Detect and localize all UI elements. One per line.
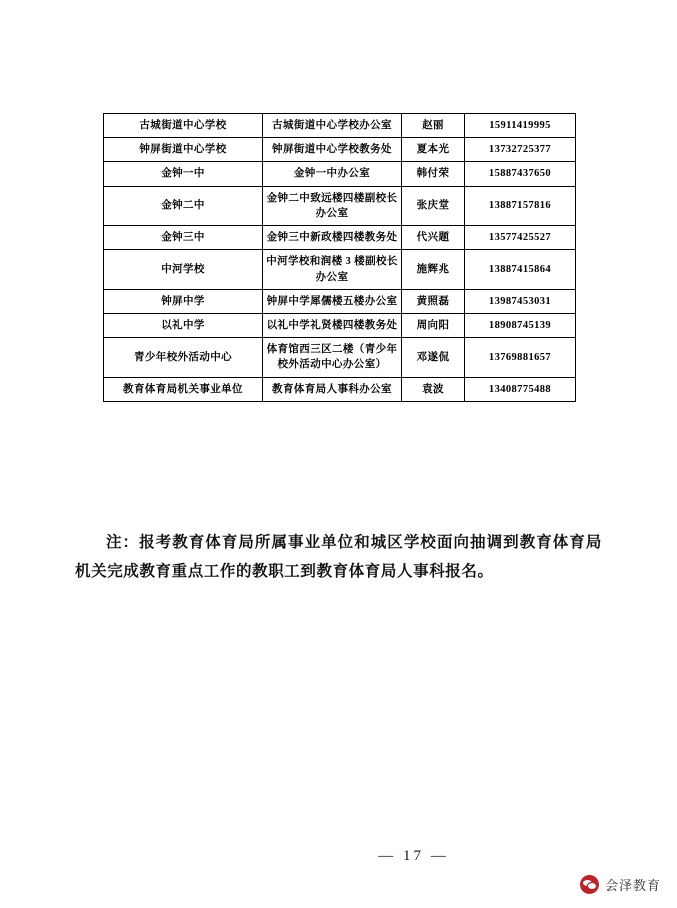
table — [103, 113, 576, 402]
cell-unit: 中河学校 — [104, 250, 263, 289]
cell-person: 韩付荣 — [402, 162, 465, 186]
note-paragraph: 注：报考教育体育局所属事业单位和城区学校面向抽调到教育体育局机关完成教育重点工作的教职工到教育体育局人事科报名。 — [75, 534, 602, 581]
cell-person: 袁波 — [402, 377, 465, 401]
cell-phone: 13769881657 — [465, 338, 576, 377]
cell-office: 金钟一中办公室 — [263, 162, 402, 186]
cell-person: 邓遂侃 — [402, 338, 465, 377]
cell-office: 钟屏中学犀儒楼五楼办公室 — [263, 289, 402, 313]
cell-unit: 金钟二中 — [104, 186, 263, 225]
table-body — [104, 114, 576, 402]
cell-unit: 古城街道中心学校 — [104, 114, 263, 138]
cell-phone: 15911419995 — [465, 114, 576, 138]
table-row — [104, 226, 576, 250]
cell-unit: 金钟一中 — [104, 162, 263, 186]
brand-name: 会泽教育 — [604, 878, 661, 893]
cell-office: 中河学校和润楼 3 楼副校长办公室 — [263, 250, 402, 289]
cell-person: 施辉兆 — [402, 250, 465, 289]
cell-office: 以礼中学礼贤楼四楼教务处 — [263, 313, 402, 337]
cell-person: 夏本光 — [402, 138, 465, 162]
cell-person: 黄照磊 — [402, 289, 465, 313]
cell-person: 赵丽 — [402, 114, 465, 138]
wechat-icon — [580, 875, 599, 894]
cell-person: 代兴题 — [402, 226, 465, 250]
cell-unit: 钟屏中学 — [104, 289, 263, 313]
cell-unit: 教育体育局机关事业单位 — [104, 377, 263, 401]
cell-office: 金钟三中新政楼四楼教务处 — [263, 226, 402, 250]
table-row — [104, 114, 576, 138]
cell-person: 张庆堂 — [402, 186, 465, 225]
cell-office: 金钟二中致远楼四楼副校长办公室 — [263, 186, 402, 225]
cell-office: 古城街道中心学校办公室 — [263, 114, 402, 138]
cell-phone: 13887415864 — [465, 250, 576, 289]
table-row — [104, 289, 576, 313]
cell-unit: 以礼中学 — [104, 313, 263, 337]
cell-phone: 18908745139 — [465, 313, 576, 337]
cell-office: 体育馆西三区二楼（青少年校外活动中心办公室） — [263, 338, 402, 377]
cell-unit: 青少年校外活动中心 — [104, 338, 263, 377]
cell-phone: 13887157816 — [465, 186, 576, 225]
cell-phone: 13732725377 — [465, 138, 576, 162]
registration-sites-table — [103, 113, 575, 402]
table-row — [104, 313, 576, 337]
table-row — [104, 138, 576, 162]
cell-person: 周向阳 — [402, 313, 465, 337]
cell-phone: 13577425527 — [465, 226, 576, 250]
cell-office: 钟屏街道中心学校教务处 — [263, 138, 402, 162]
page-number-text: — 17 — — [378, 848, 449, 864]
table-row — [104, 250, 576, 289]
footer-brand — [580, 875, 661, 894]
cell-office: 教育体育局人事科办公室 — [263, 377, 402, 401]
table-row — [104, 162, 576, 186]
page-number — [0, 848, 677, 865]
table-row — [104, 377, 576, 401]
cell-phone: 15887437650 — [465, 162, 576, 186]
cell-phone: 13408775488 — [465, 377, 576, 401]
cell-unit: 金钟三中 — [104, 226, 263, 250]
cell-unit: 钟屏街道中心学校 — [104, 138, 263, 162]
table-row — [104, 338, 576, 377]
cell-phone: 13987453031 — [465, 289, 576, 313]
table-row — [104, 186, 576, 225]
